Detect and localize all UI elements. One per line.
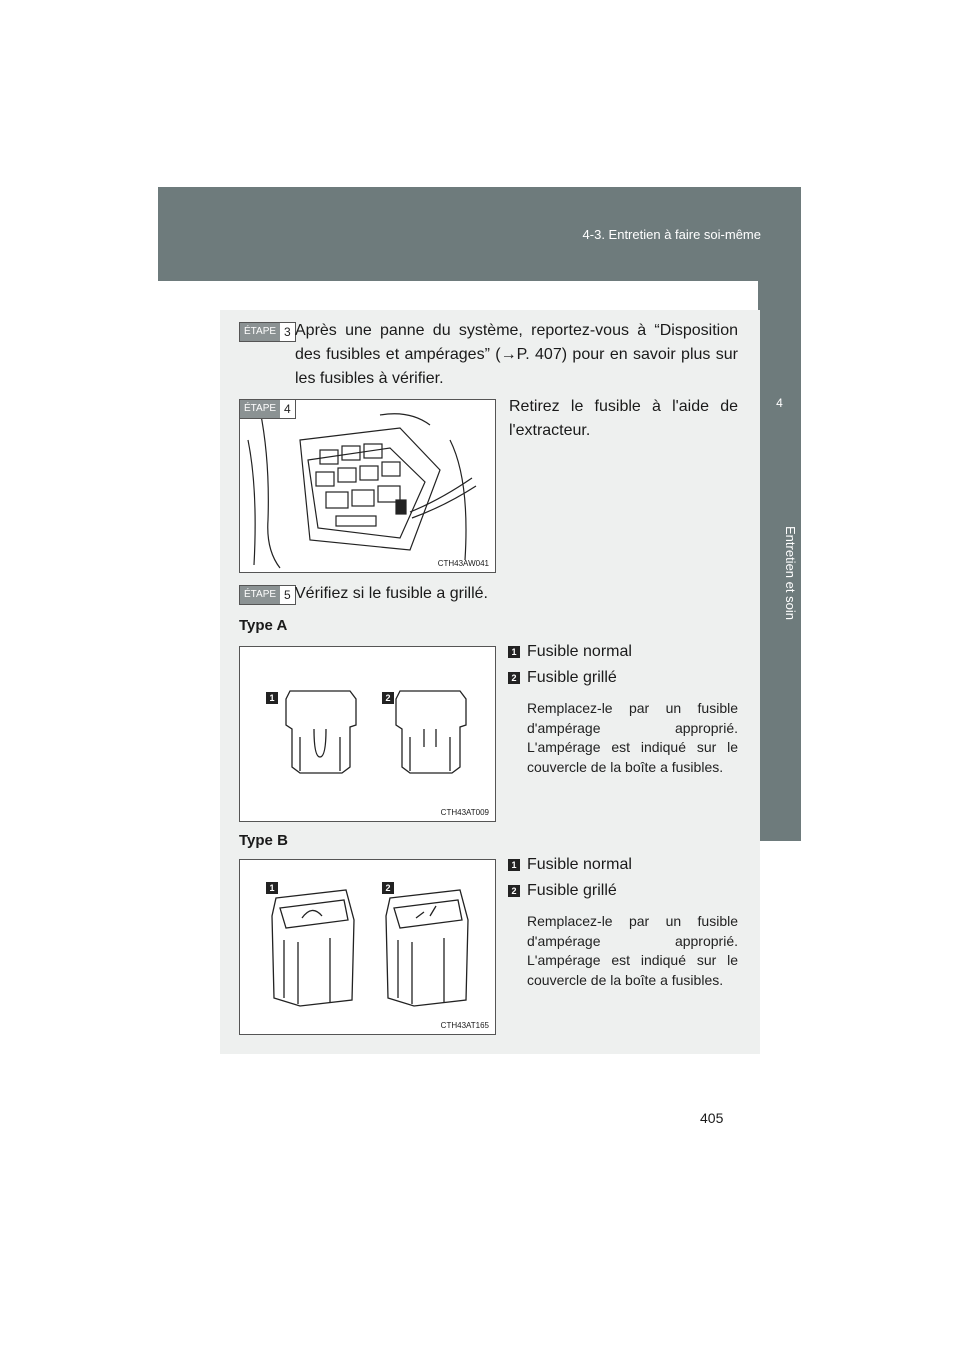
- step-badge-4: [239, 399, 296, 419]
- step-number: 4: [284, 402, 291, 416]
- cartridge-fuse-drawing: [240, 860, 495, 1034]
- fusebox-illustration: [239, 399, 496, 573]
- step-number: 3: [284, 325, 291, 339]
- type-b-heading: Type B: [239, 832, 288, 849]
- step-label: ÉTAPE: [240, 400, 280, 418]
- figure-marker-1: 1: [266, 692, 278, 704]
- figure-code: CTH43AT009: [440, 808, 489, 817]
- figure-code: CTH43AW041: [437, 559, 489, 568]
- item-marker-1: 1: [508, 646, 520, 658]
- type-a-note: Remplacez-le par un fusible d'ampérage approprié. L'ampérage est indiqué sur le couvercle de la boîte a fusibles.: [527, 700, 738, 775]
- step-4-text: Retirez le fusible à l'aide de l'extracteur.: [509, 398, 738, 439]
- chapter-number: 4: [776, 396, 783, 410]
- type-a-item-blown: Fusible grillé: [527, 669, 617, 686]
- type-b-item-blown: Fusible grillé: [527, 882, 617, 899]
- type-a-heading: Type A: [239, 617, 288, 634]
- item-marker-2: 2: [508, 885, 520, 897]
- type-b-item-normal: Fusible normal: [527, 856, 632, 873]
- type-b-note: Remplacez-le par un fusible d'ampérage approprié. L'ampérage est indiqué sur le couvercle de la boîte a fusibles.: [527, 913, 738, 988]
- step-badge-5: [239, 585, 296, 605]
- chapter-side-tab: [758, 281, 801, 841]
- section-title: 4-3. Entretien à faire soi-même: [582, 227, 761, 242]
- type-a-illustration: [239, 646, 496, 822]
- type-a-item-normal: Fusible normal: [527, 643, 632, 660]
- page-number: 405: [700, 1110, 724, 1126]
- step-badge-3: [239, 322, 296, 342]
- figure-code: CTH43AT165: [440, 1021, 489, 1030]
- figure-marker-2: 2: [382, 692, 394, 704]
- item-marker-1: 1: [508, 859, 520, 871]
- step-number: 5: [284, 588, 291, 602]
- step-5-text: Vérifiez si le fusible a grillé.: [295, 585, 488, 602]
- figure-marker-1: 1: [266, 882, 278, 894]
- chapter-label: Entretien et soin: [783, 526, 798, 620]
- item-marker-2: 2: [508, 672, 520, 684]
- step-label: ÉTAPE: [240, 323, 280, 341]
- type-b-illustration: [239, 859, 496, 1035]
- figure-marker-2: 2: [382, 882, 394, 894]
- chapter-header: [158, 187, 801, 281]
- step-label: ÉTAPE: [240, 586, 280, 604]
- step-3-text: Après une panne du système, reportez-vous à “Disposition des fusibles et ampérages” (→P. 407) pour en savoir plus sur les fusibles à vérifier.: [295, 322, 738, 387]
- blade-fuse-drawing: [240, 647, 495, 821]
- fusebox-drawing: [240, 400, 495, 572]
